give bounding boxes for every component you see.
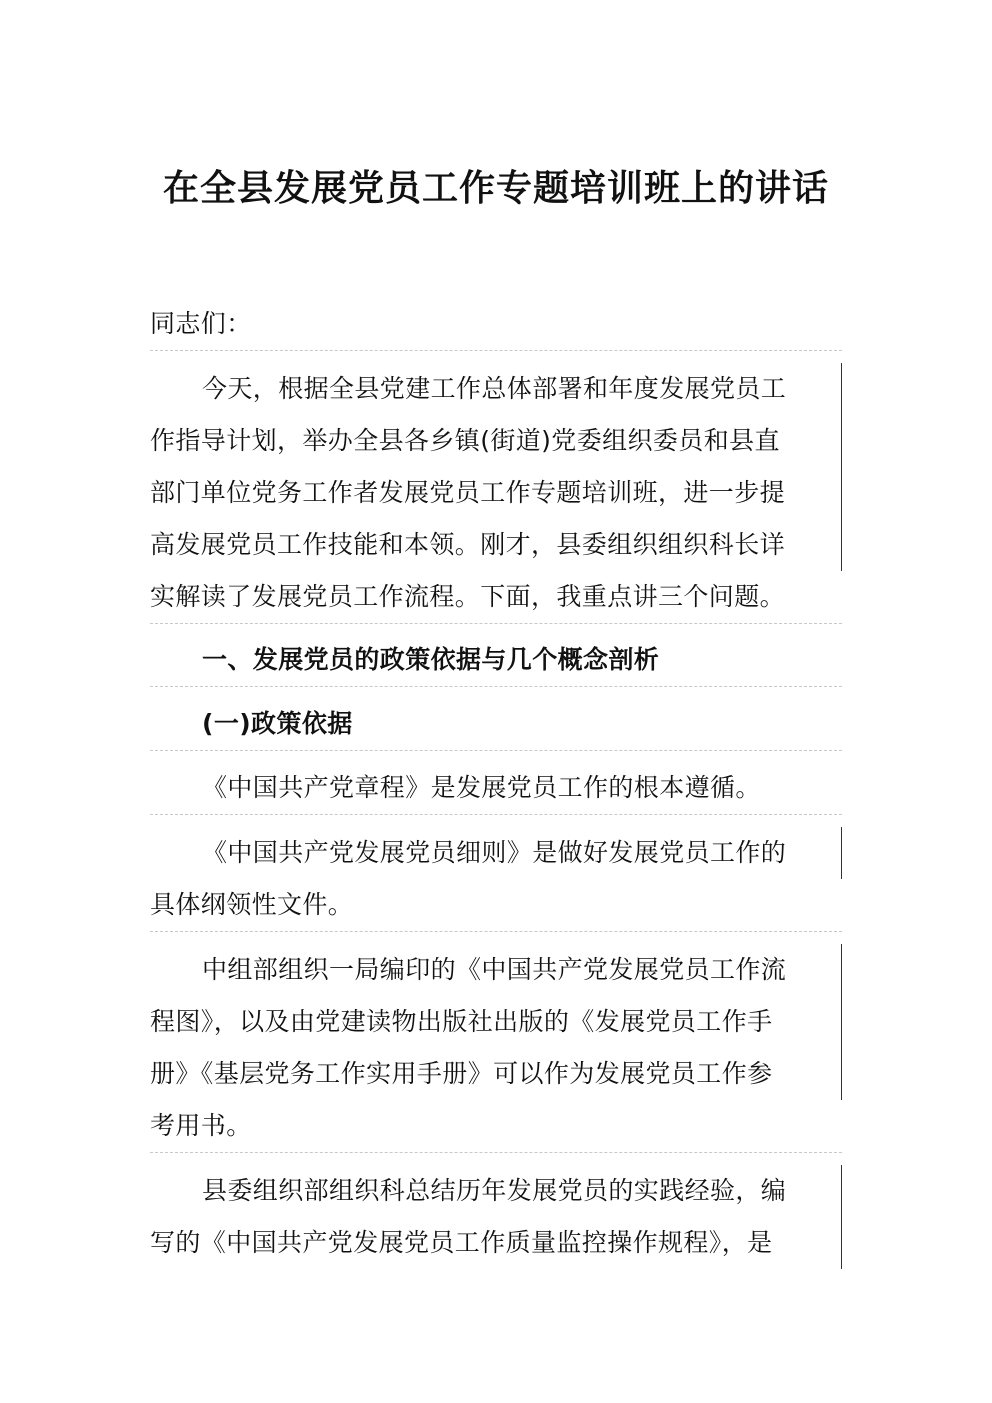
subsection-heading-block <box>150 698 842 751</box>
line-separator <box>150 750 842 751</box>
paragraph-4 <box>150 1165 842 1269</box>
paragraph-line: 考用书。 <box>150 1111 252 1140</box>
paragraph-line: 《中国共产党章程》是发展党员工作的根本遵循。 <box>202 773 761 802</box>
line-separator <box>150 686 842 687</box>
paragraph-line: 今天，根据全县党建工作总体部署和年度发展党员工 <box>150 363 842 415</box>
greeting-line: 同志们： <box>150 309 252 338</box>
section-heading-block <box>150 634 842 687</box>
line-separator <box>150 931 842 932</box>
paragraph-2 <box>150 827 842 932</box>
line-separator <box>150 814 842 815</box>
paragraph-line: 县委组织部组织科总结历年发展党员的实践经验，编 <box>150 1165 842 1217</box>
subsection-heading: (一)政策依据 <box>202 709 353 738</box>
paragraph-line: 程图》，以及由党建读物出版社出版的《发展党员工作手 <box>150 996 842 1048</box>
line-separator <box>150 350 842 351</box>
paragraph-1 <box>150 762 842 815</box>
greeting-block <box>150 298 842 351</box>
paragraph-3 <box>150 944 842 1153</box>
intro-paragraph <box>150 363 842 624</box>
paragraph-line: 部门单位党务工作者发展党员工作专题培训班，进一步提 <box>150 467 842 519</box>
paragraph-line: 实解读了发展党员工作流程。下面，我重点讲三个问题。 <box>150 582 786 611</box>
paragraph-line: 中组部组织一局编印的《中国共产党发展党员工作流 <box>150 944 842 996</box>
paragraph-line: 高发展党员工作技能和本领。刚才，县委组织组织科长详 <box>150 519 842 571</box>
paragraph-line: 作指导计划，举办全县各乡镇(街道)党委组织委员和县直 <box>150 415 842 467</box>
paragraph-line: 册》《基层党务工作实用手册》可以作为发展党员工作参 <box>150 1048 842 1100</box>
paragraph-line: 写的《中国共产党发展党员工作质量监控操作规程》，是 <box>150 1217 842 1269</box>
line-separator <box>150 1152 842 1153</box>
paragraph-line: 具体纲领性文件。 <box>150 890 354 919</box>
section-heading: 一、发展党员的政策依据与几个概念剖析 <box>202 645 660 674</box>
document-title: 在全县发展党员工作专题培训班上的讲话 <box>162 167 829 209</box>
paragraph-line: 《中国共产党发展党员细则》是做好发展党员工作的 <box>150 827 842 879</box>
line-separator <box>150 623 842 624</box>
